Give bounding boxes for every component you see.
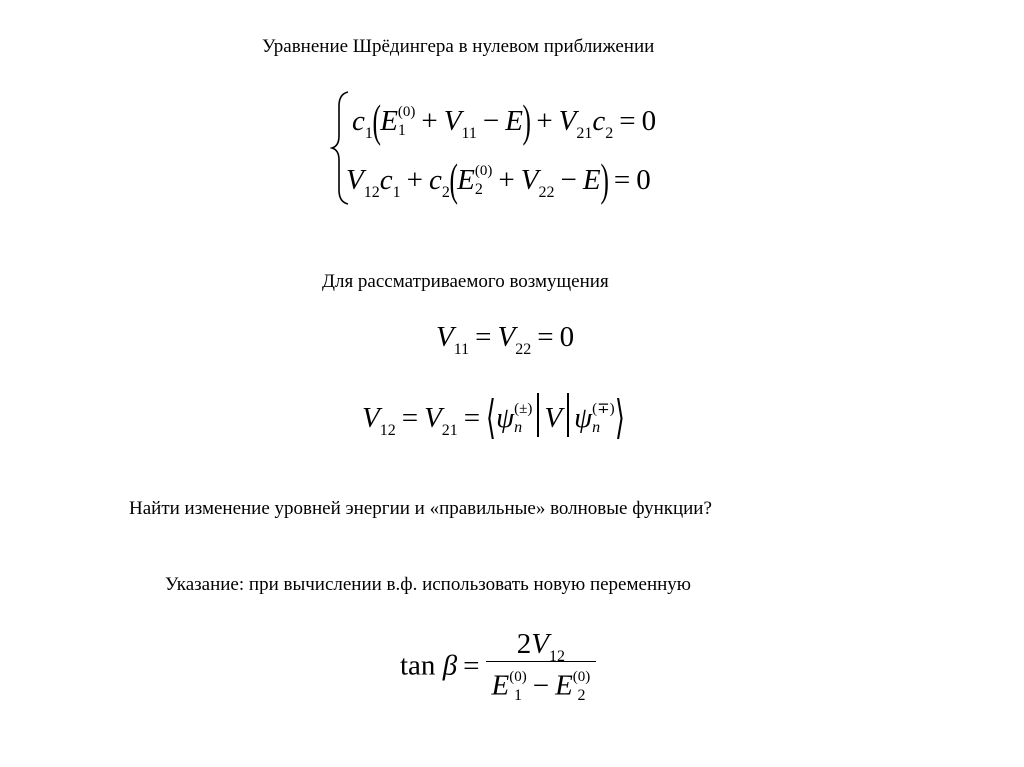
offdiagonal-elements-equation: $V_{12} = V_{21}$ = ⟨ψ (±) n V ψ (∓) n ⟩ xyxy=(362,392,625,443)
system-equation-2: $V_{12}c_1 + c_2(E$ (0) 2 + $V_{22} - E) = 0$ xyxy=(346,154,651,205)
tan-beta-equation: tan β = $2V_{12}$ E (0) 1 − E (0) 2 xyxy=(400,630,596,706)
question-text: Найти изменение уровней энергии и «правильные» волновые функции? xyxy=(129,498,712,519)
system-equation-1: $c_1(E$ (0) 1 + $V_{11} - E) + V_{21}c_2 = 0$ xyxy=(352,95,657,146)
hint-text: Указание: при вычислении в.ф. использовать новую переменную xyxy=(165,574,691,595)
diagonal-elements-equation: $V_{11} = V_{22} = 0$ xyxy=(436,321,575,358)
heading-schrodinger: Уравнение Шрёдингера в нулевом приближении xyxy=(262,36,655,57)
heading-perturbation: Для рассматриваемого возмущения xyxy=(322,271,609,292)
